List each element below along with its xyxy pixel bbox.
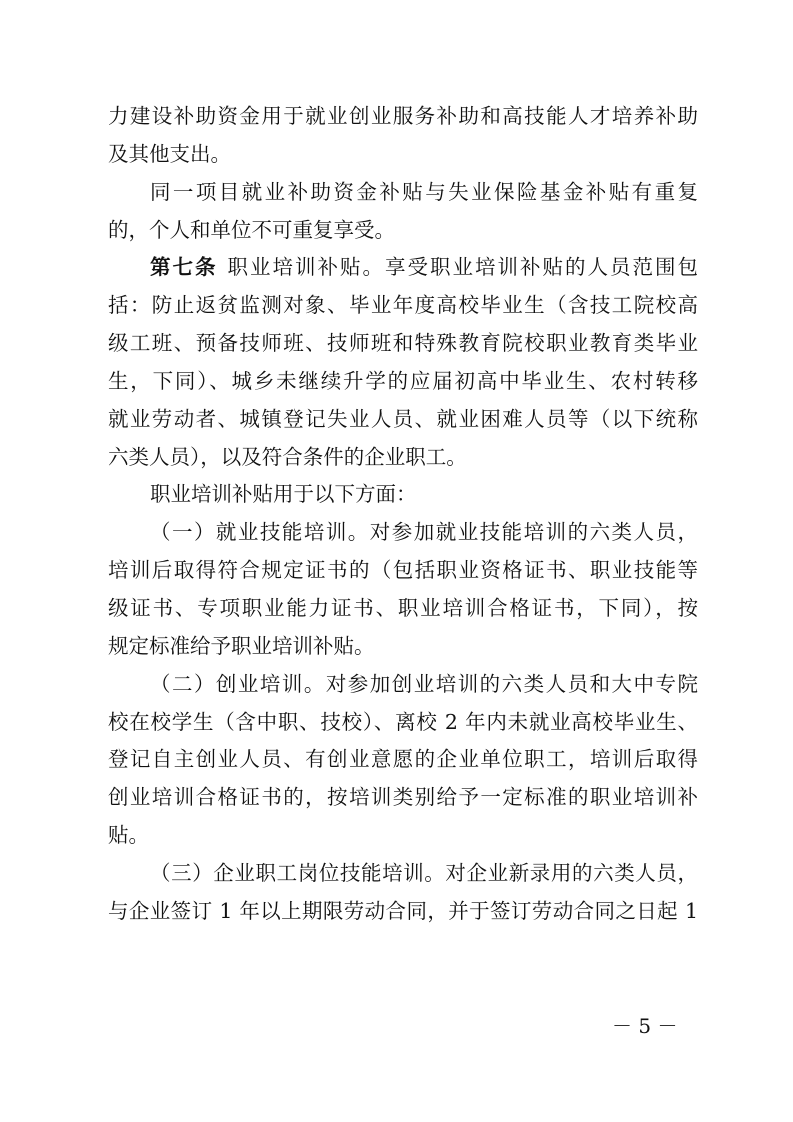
paragraph-line: 与企业签订 1 年以上期限劳动合同，并于签订劳动合同之日起 1 [108, 898, 698, 923]
body-text [108, 98, 698, 931]
paragraph-line: 就业劳动者、城镇登记失业人员、就业困难人员等（以下统称 [108, 406, 698, 431]
paragraph-line: 级证书、专项职业能力证书、职业培训合格证书，下同），按 [108, 595, 698, 620]
paragraph-line: 校在校学生（含中职、技校）、离校 2 年内未就业高校毕业生、 [108, 709, 698, 734]
paragraph-line: 生，下同）、城乡未继续升学的应届初高中毕业生、农村转移 [108, 368, 698, 393]
paragraph-line: 级工班、预备技师班、技师班和特殊教育院校职业教育类毕业 [108, 331, 698, 356]
paragraph-line: 职业培训补贴用于以下方面： [150, 482, 417, 507]
paragraph-line: 培训后取得符合规定证书的（包括职业资格证书、职业技能等 [108, 558, 698, 583]
paragraph-line: 贴。 [108, 823, 149, 848]
article-heading: 第七条 [150, 255, 218, 280]
article-text: 职业培训补贴。享受职业培训补贴的人员范围包 [227, 255, 698, 280]
article-line [108, 249, 698, 287]
page-number: － 5 － [612, 1014, 678, 1038]
paragraph-line: （一）就业技能培训。对参加就业技能培训的六类人员， [150, 520, 698, 545]
paragraph-line: 规定标准给予职业培训补贴。 [108, 633, 375, 658]
paragraph-line: 的，个人和单位不可重复享受。 [108, 217, 395, 242]
paragraph-line: （二）创业培训。对参加创业培训的六类人员和大中专院 [150, 671, 698, 696]
paragraph-line: 六类人员），以及符合条件的企业职工。 [108, 444, 467, 469]
paragraph-line: （三）企业职工岗位技能培训。对企业新录用的六类人员， [150, 860, 698, 885]
paragraph-line: 括：防止返贫监测对象、毕业年度高校毕业生（含技工院校高 [108, 293, 698, 318]
paragraph-line: 力建设补助资金用于就业创业服务补助和高技能人才培养补助 [108, 104, 698, 128]
paragraph-line: 同一项目就业补助资金补贴与失业保险基金补贴有重复 [150, 179, 698, 204]
paragraph-line: 登记自主创业人员、有创业意愿的企业单位职工，培训后取得 [108, 747, 698, 772]
paragraph-line: 创业培训合格证书的，按培训类别给予一定标准的职业培训补 [108, 785, 698, 810]
paragraph-line: 及其他支出。 [108, 141, 231, 166]
